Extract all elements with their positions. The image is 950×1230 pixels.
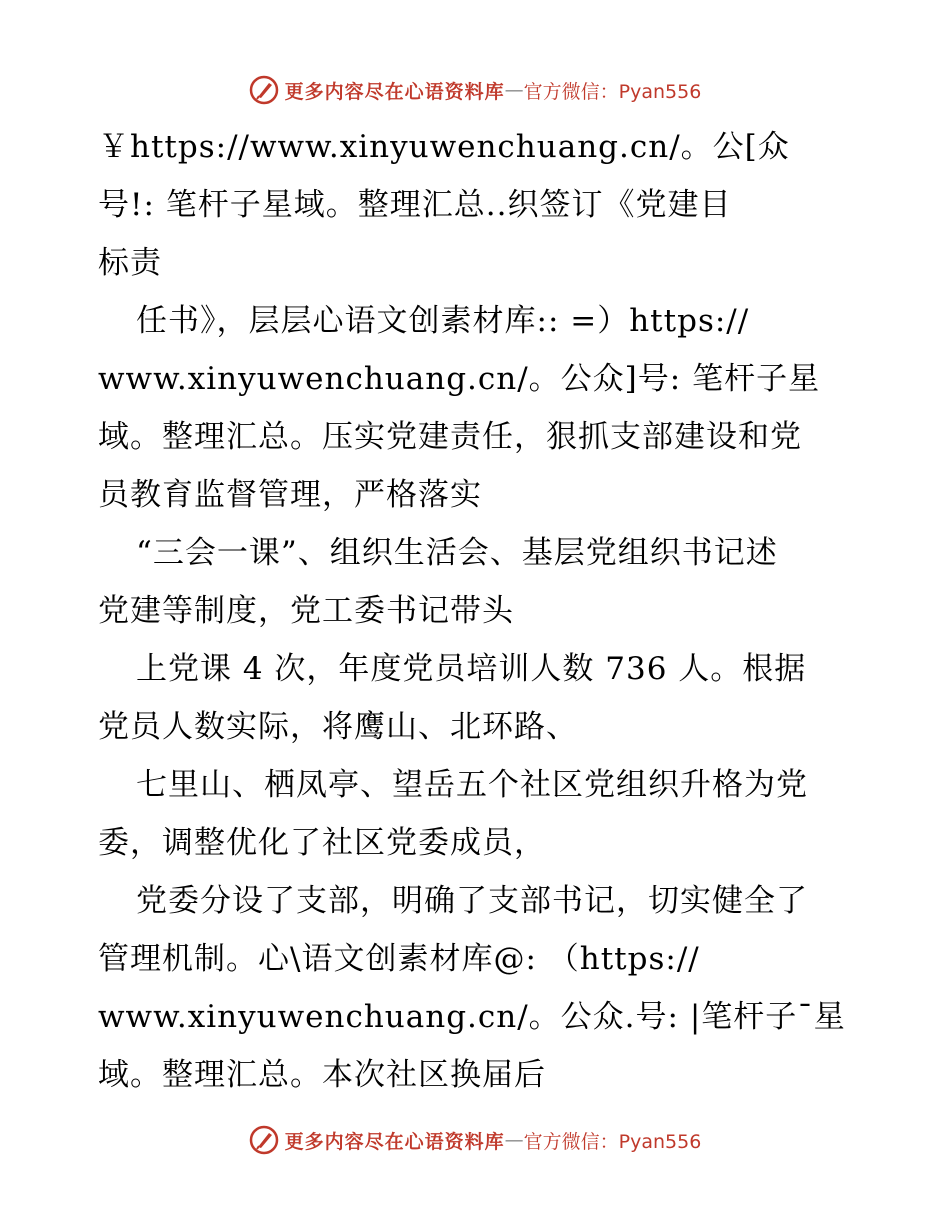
header-banner-contact: 官方微信：Pyan556 [523, 80, 702, 103]
body-line: 上党课 4 次，年度党员培训人数 736 人。根据 [136, 651, 807, 687]
header-banner [0, 70, 950, 110]
body-line: 党建等制度，党工委书记带头 [98, 593, 514, 629]
body-line: ￥https://www.xinyuwenchuang.cn/。公[众 [98, 129, 790, 165]
body-line: 员教育监督管理，严格落实 [98, 477, 482, 513]
body-line: www.xinyuwenchuang.cn/。公众]号: 笔杆子星 [98, 361, 821, 397]
footer-banner-text: 更多内容尽在心语资料库 [284, 1130, 505, 1153]
body-line: “三会一课”、组织生活会、基层党组织书记述 [136, 535, 778, 571]
footer-banner [0, 1120, 950, 1160]
body-line: 党员人数实际，将鹰山、北环路、 [98, 709, 578, 745]
quill-pen-logo-icon [249, 75, 279, 105]
body-line: 域。整理汇总。压实党建责任，狠抓支部建设和党 [98, 419, 802, 455]
body-line: www.xinyuwenchuang.cn/。公众.号: |笔杆子¯星 [98, 999, 846, 1035]
body-line: 号!: 笔杆子星域。整理汇总..织签订《党建目 [98, 187, 732, 223]
body-line: 党委分设了支部，明确了支部书记，切实健全了 [136, 883, 808, 919]
document-body [98, 118, 858, 1104]
header-banner-separator: — [504, 79, 524, 101]
footer-banner-separator: — [504, 1129, 524, 1151]
body-line: 管理机制。心\语文创素材库@: （https:// [98, 941, 700, 977]
body-line: 委，调整优化了社区党委成员， [98, 825, 546, 861]
header-banner-text: 更多内容尽在心语资料库 [284, 80, 505, 103]
body-line: 标责 [98, 245, 162, 281]
footer-banner-contact: 官方微信：Pyan556 [523, 1130, 702, 1153]
body-line: 域。整理汇总。本次社区换届后 [98, 1057, 546, 1093]
body-line: 七里山、栖凤亭、望岳五个社区党组织升格为党 [136, 767, 808, 803]
quill-pen-logo-icon [249, 1125, 279, 1155]
body-line: 任书》，层层心语文创素材库:: =）https:// [136, 303, 750, 339]
